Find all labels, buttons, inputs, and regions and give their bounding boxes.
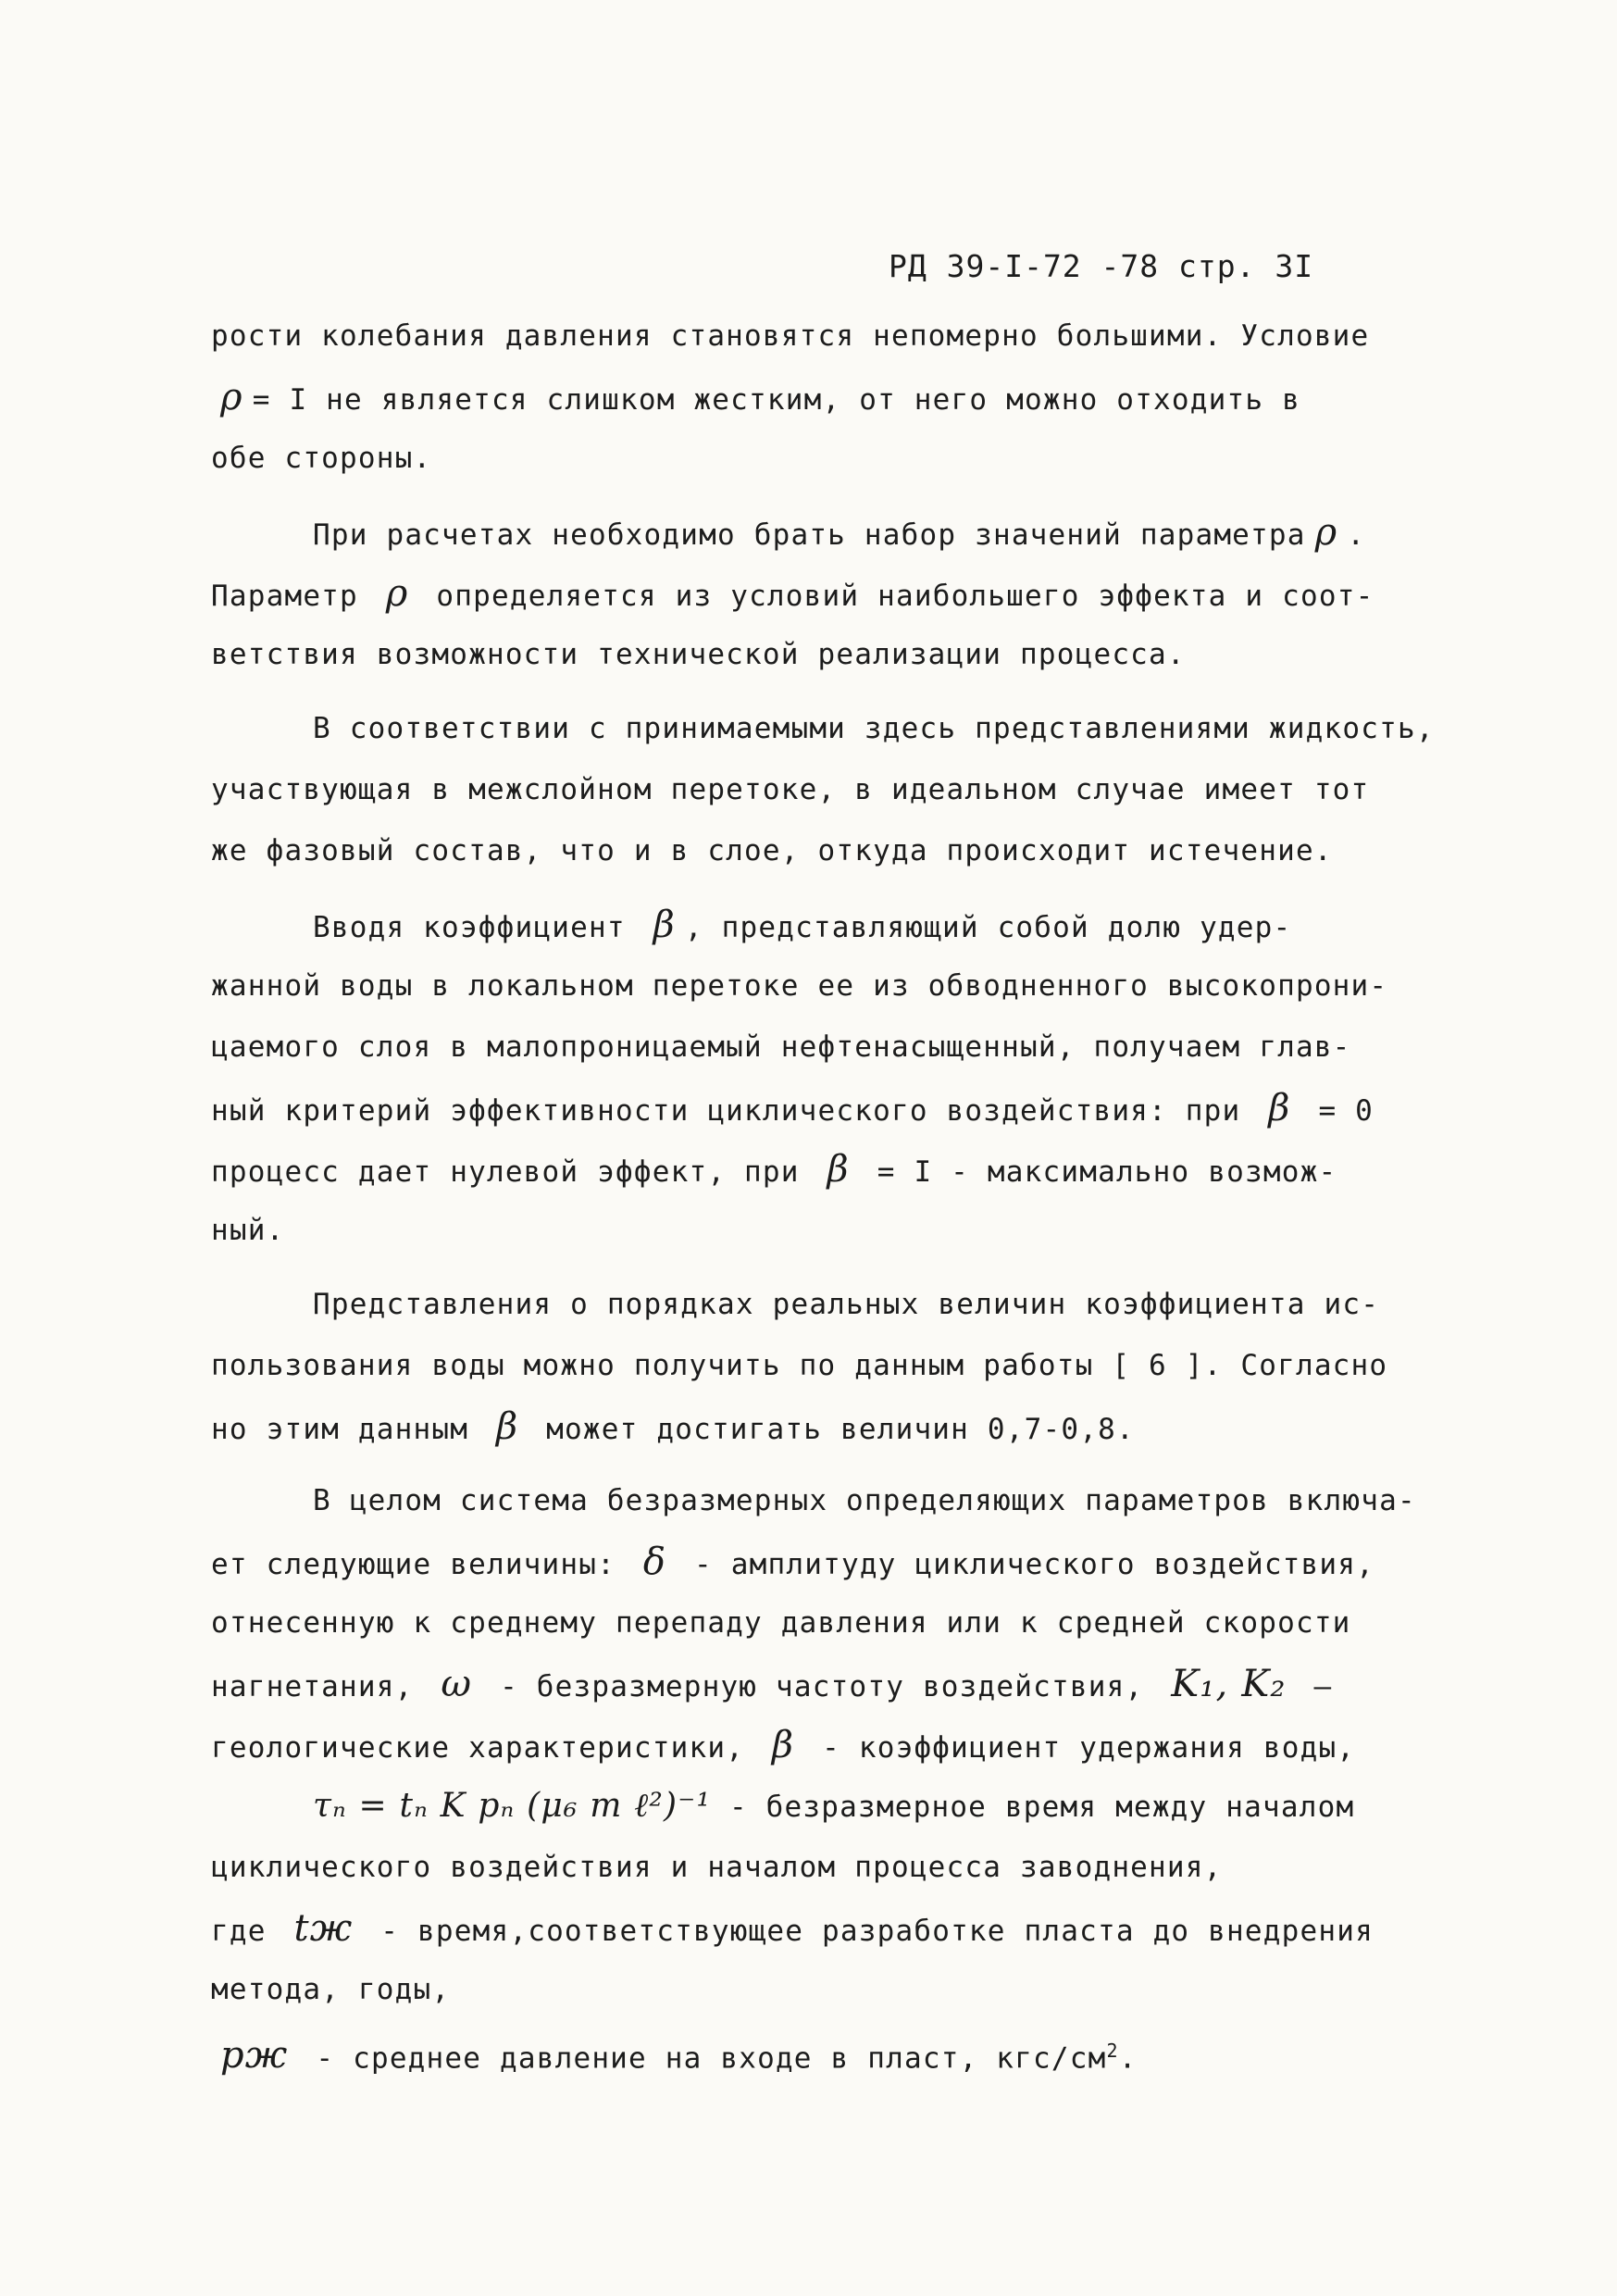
t-zh-symbol: tж	[293, 1907, 354, 1950]
text-span: - время,соответствующее разработке пласта до внедрения	[380, 1915, 1374, 1948]
text-span: может достигать величин 0,7-0,8.	[546, 1413, 1135, 1446]
text-span: —	[1313, 1670, 1333, 1703]
beta-symbol: β	[827, 1148, 850, 1191]
beta-symbol: β	[771, 1724, 795, 1766]
document-body	[211, 306, 1435, 2081]
page-header: РД 39-I-72 -78 стр. 3I	[889, 248, 1314, 284]
text-line	[211, 1396, 1414, 1457]
text-line	[211, 1017, 1414, 1078]
delta-symbol: δ	[642, 1541, 667, 1583]
text-line	[211, 1470, 1414, 1531]
text-span: ветствия возможности технической реализации процесса.	[211, 638, 1186, 671]
beta-symbol: β	[1268, 1087, 1291, 1129]
text-span: ет следующие величины:	[211, 1548, 616, 1581]
text-span: - среднее давление на входе в пласт, кгс/см	[316, 2041, 1107, 2076]
text-line	[211, 367, 1414, 428]
text-line	[211, 306, 1414, 367]
text-line	[211, 1715, 1414, 1776]
text-line	[211, 2020, 1414, 2081]
k1-k2-symbol: K₁, K₂	[1171, 1663, 1287, 1705]
text-line	[211, 1959, 1414, 2020]
text-line	[211, 1837, 1414, 1898]
beta-symbol: β	[495, 1405, 519, 1448]
text-span: геологические характеристики,	[211, 1731, 745, 1765]
text-span: циклического воздействия и началом процесса заводнения,	[211, 1851, 1223, 1884]
superscript: 2	[1106, 2040, 1119, 2062]
text-span: При расчетах необходимо брать набор значений параметра	[313, 518, 1306, 552]
text-line	[211, 759, 1414, 820]
text-span: В соответствии с принимаемыми здесь представлениями жидкость,	[313, 712, 1435, 745]
text-line	[211, 1531, 1414, 1592]
text-span: где	[211, 1915, 267, 1948]
text-span: - безразмерное время между началом	[728, 1791, 1355, 1824]
text-span: , представляющий собой долю удер-	[684, 911, 1292, 944]
text-line	[211, 624, 1414, 685]
text-span: пользования воды можно получить по данным работы [ 6 ]. Согласно	[211, 1349, 1388, 1382]
text-line	[211, 1078, 1414, 1139]
text-line	[211, 820, 1414, 881]
text-line	[211, 1653, 1414, 1715]
text-line	[211, 698, 1435, 759]
text-span: - коэффициент удержания воды,	[822, 1731, 1356, 1765]
text-line: При расчетах необходимо брать набор значений параметра ρ .	[313, 511, 1366, 554]
text-line	[211, 1139, 1414, 1200]
text-span: нагнетания,	[211, 1670, 414, 1703]
text-line	[211, 1898, 1414, 1959]
text-span: но этим данным	[211, 1413, 469, 1446]
text-span: Параметр	[211, 580, 358, 613]
text-span: цаемого слоя в малопроницаемый нефтенасыщенный, получаем глав-	[211, 1030, 1351, 1064]
beta-symbol: β	[653, 904, 676, 946]
text-line	[211, 1776, 1414, 1837]
text-line	[211, 955, 1414, 1017]
text-span: ный критерий эффективности циклического воздействия: при	[211, 1094, 1241, 1128]
rho-symbol: ρ	[385, 572, 409, 615]
text-span: = I - максимально возмож-	[877, 1155, 1337, 1189]
text-span: определяется из условий наибольшего эффекта и соот-	[436, 580, 1374, 613]
text-span: участвующая в межслойном перетоке, в идеальном случае имеет тот	[211, 773, 1370, 806]
text-span: - амплитуду циклического воздействия,	[694, 1548, 1374, 1581]
text-span: отнесенную к среднему перепаду давления или к средней скорости	[211, 1606, 1351, 1640]
text-span: - безразмерную частоту воздействия,	[500, 1670, 1144, 1703]
rho-symbol: ρ	[220, 376, 243, 418]
text-line	[211, 894, 1414, 955]
text-span: = I не является слишком жестким, от него можно отходить в	[252, 383, 1300, 417]
text-span: Представления о порядках реальных величин коэффициента ис-	[313, 1288, 1380, 1321]
text-span: Вводя коэффициент	[313, 911, 626, 944]
tau-formula: τₙ = tₙ K pₙ (μ₆ m ℓ²)⁻¹	[313, 1787, 712, 1825]
text-line	[211, 563, 1414, 624]
text-span: процесс дает нулевой эффект, при	[211, 1155, 800, 1189]
text-span: обе стороны.	[211, 442, 432, 475]
rho-symbol: ρ	[1314, 511, 1338, 554]
text-span: же фазовый состав, что и в слое, откуда происходит истечение.	[211, 834, 1333, 867]
text-span: жанной воды в локальном перетоке ее из обводненного высокопрони-	[211, 969, 1388, 1003]
text-span: = 0	[1318, 1094, 1374, 1128]
text-line	[211, 428, 1414, 489]
text-line	[211, 1335, 1414, 1396]
p-zh-symbol: pж	[220, 2034, 289, 2078]
text-line	[211, 1274, 1414, 1335]
text-span: метода, годы,	[211, 1973, 451, 2006]
text-span: ный.	[211, 1214, 285, 1247]
text-line	[211, 1592, 1414, 1653]
text-span: .	[1118, 2041, 1138, 2076]
omega-symbol: ω	[441, 1663, 473, 1705]
text-line	[211, 1200, 1414, 1261]
text-span: рости колебания давления становятся непомерно большими. Условие	[211, 319, 1370, 353]
text-span: В целом система безразмерных определяющих параметров включа-	[313, 1484, 1416, 1517]
